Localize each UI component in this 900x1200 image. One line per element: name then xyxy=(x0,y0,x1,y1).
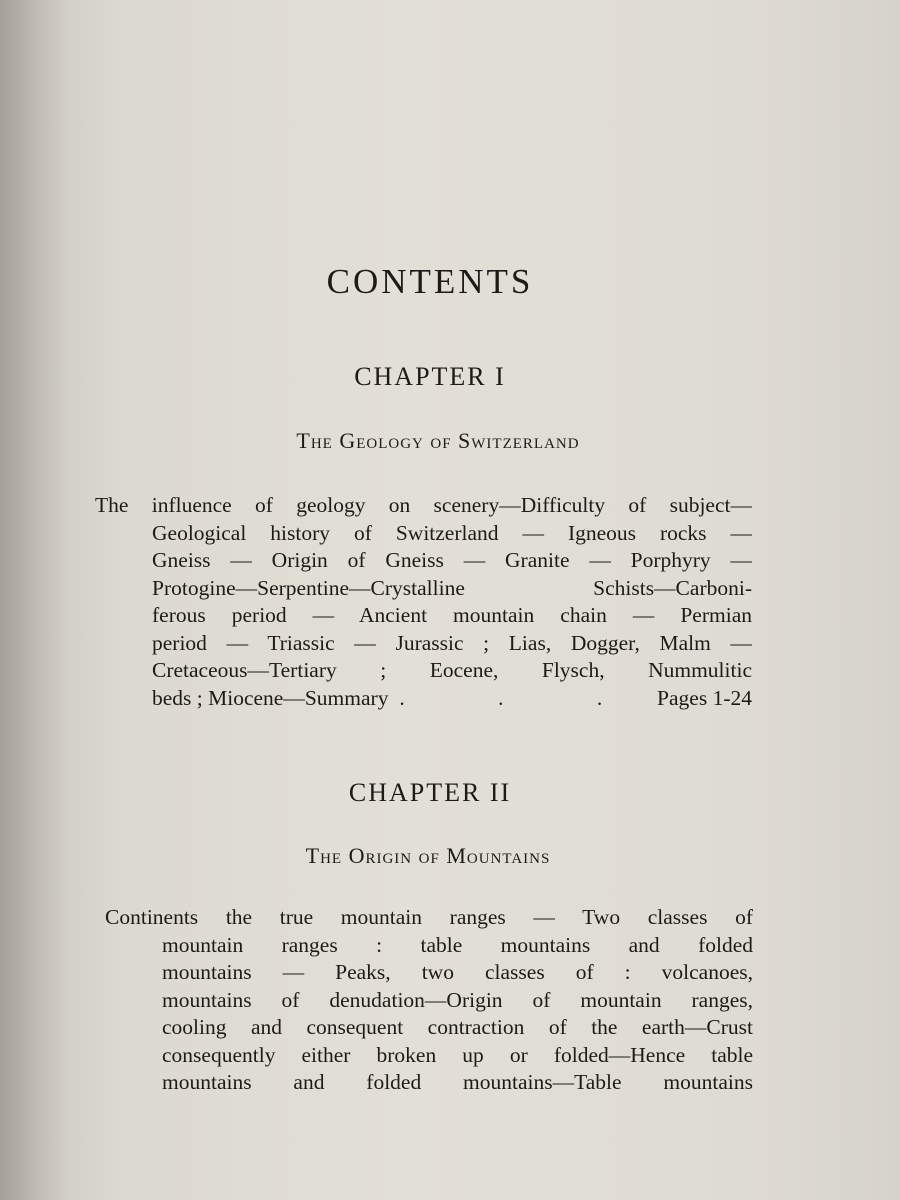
summary-line: beds ; Miocene—Summary xyxy=(152,685,389,710)
summary-line: period — Triassic — Jurassic ; Lias, Dogger, Malm — xyxy=(152,630,752,655)
summary-line: The influence of geology on scenery—Difficulty of subject— xyxy=(95,493,752,517)
leader-dots: . . . xyxy=(399,685,647,710)
chapter-2-summary xyxy=(105,904,753,1097)
summary-line: ferous period — Ancient mountain chain — Permian xyxy=(152,603,752,627)
summary-line: Continents the true mountain ranges — Two classes of xyxy=(105,905,753,929)
chapter-1-subtitle: The Geology of Switzerland xyxy=(296,428,580,453)
summary-line: mountains — Peaks, two classes of : volcanoes, xyxy=(162,960,753,984)
summary-line: Cretaceous—Tertiary ; Eocene, Flysch, Nummulitic xyxy=(152,658,752,682)
chapter-1-summary xyxy=(95,492,752,712)
summary-line: Gneiss — Origin of Gneiss — Granite — Porphyry — xyxy=(152,548,752,572)
page-range: Pages 1-24 xyxy=(657,685,752,710)
chapter-2-heading: CHAPTER II xyxy=(348,778,512,807)
page-title: CONTENTS xyxy=(326,262,534,301)
summary-line: Geological history of Switzerland — Igneous rocks — xyxy=(152,520,752,545)
summary-line: Protogine—Serpentine—Crystalline Schists—Carboni- xyxy=(152,575,752,600)
summary-line: cooling and consequent contraction of the earth—Crust xyxy=(162,1015,753,1039)
summary-line: mountains of denudation—Origin of mountain ranges, xyxy=(162,987,753,1012)
summary-line: mountain ranges : table mountains and folded xyxy=(162,932,753,957)
summary-line: consequently either broken up or folded—Hence table xyxy=(162,1042,753,1067)
summary-last-line xyxy=(95,685,752,713)
summary-line: mountains and folded mountains—Table mountains xyxy=(162,1070,753,1094)
chapter-2-subtitle: The Origin of Mountains xyxy=(305,843,551,868)
chapter-1-heading: CHAPTER I xyxy=(354,362,506,391)
